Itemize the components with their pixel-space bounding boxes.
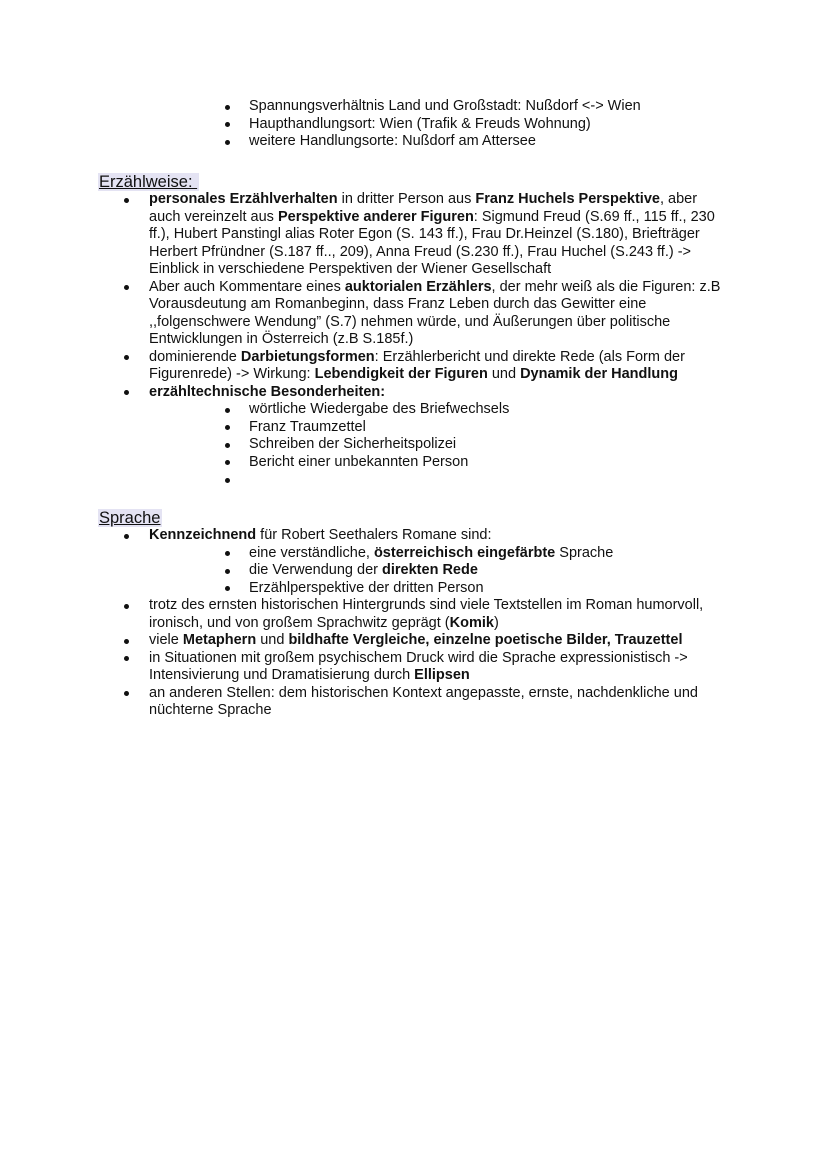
kennzeichnend-sub-item: Erzählperspektive der dritten Person xyxy=(0,580,749,598)
section-erzaehlweise xyxy=(0,173,828,489)
section-sprache xyxy=(0,509,828,720)
erzaehlweise-item-erzaehlverhalten: personales Erzählverhalten in dritter Person aus Franz Huchels Perspektive, aber auch vereinzelt aus Perspektive anderer Figuren: Sigmund Freud (S.69 ff., 115 ff., 230 ff.), Hubert Panstingl alias Roter Egon (S. 143 ff.), Frau Dr.Heinzel (S.180), Briefträger Herbert Pfründner (S.187 ff.., 209), Anna Freud (S.230 ff.), Frau Huchel (S.243 ff.) -> Einblick in verschiedene Perspektiven der Wiener Gesellschaft xyxy=(0,191,729,279)
erzaehlweise-item-darbietungsformen: dominierende Darbietungsformen: Erzählerbericht und direkte Rede (als Form der Figurenrede) -> Wirkung: Lebendigkeit der Figuren und Dynamik der Handlung xyxy=(0,349,729,384)
kennzeichnend-sub-item: die Verwendung der direkten Rede xyxy=(0,562,749,580)
sprache-item-komik: trotz des ernsten historischen Hintergrunds sind viele Textstellen im Roman humorvoll, ironisch, und von großem Sprachwitz geprägt (Komik) xyxy=(0,597,729,632)
sprache-item-metaphern: viele Metaphern und bildhafte Vergleiche, einzelne poetische Bilder, Trauzettel xyxy=(0,632,729,650)
besonderheiten-sub-item: wörtliche Wiedergabe des Briefwechsels xyxy=(0,401,749,419)
top-list-item: weitere Handlungsorte: Nußdorf am Attersee xyxy=(0,133,749,151)
besonderheiten-sub-item: Franz Traumzettel xyxy=(0,419,749,437)
top-list-item: Spannungsverhältnis Land und Großstadt: Nußdorf <-> Wien xyxy=(0,98,749,116)
besonderheiten-sub-item-empty xyxy=(0,471,749,489)
kennzeichnend-sub-item: eine verständliche, österreichisch eingefärbte Sprache xyxy=(0,545,749,563)
besonderheiten-sub-item: Schreiben der Sicherheitspolizei xyxy=(0,436,749,454)
sprache-item-ellipsen: in Situationen mit großem psychischem Druck wird die Sprache expressionistisch -> Intensivierung und Dramatisierung durch Ellipsen xyxy=(0,650,729,685)
sprache-item-nuechtern: an anderen Stellen: dem historischen Kontext angepasste, ernste, nachdenkliche und nüchterne Sprache xyxy=(0,685,729,720)
sprache-heading: Sprache xyxy=(99,509,161,527)
erzaehlweise-heading: Erzählweise: xyxy=(99,173,198,191)
top-list-item: Haupthandlungsort: Wien (Trafik & Freuds Wohnung) xyxy=(0,116,749,134)
besonderheiten-sub-item: Bericht einer unbekannten Person xyxy=(0,454,749,472)
erzaehlweise-item-auktorial: Aber auch Kommentare eines auktorialen Erzählers, der mehr weiß als die Figuren: z.B Vorausdeutung am Romanbeginn, dass Franz Leben durch das Gewitter eine ,,folgenschwere Wendung” (S.7) nehmen würde, und Äußerungen über politische Entwicklungen in Österreich (z.B S.185f.) xyxy=(0,279,729,349)
erzaehlweise-item-besonderheiten: erzähltechnische Besonderheiten: xyxy=(0,384,729,402)
sprache-item-kennzeichnend: Kennzeichnend für Robert Seethalers Romane sind: xyxy=(0,527,729,545)
top-list xyxy=(0,98,828,151)
